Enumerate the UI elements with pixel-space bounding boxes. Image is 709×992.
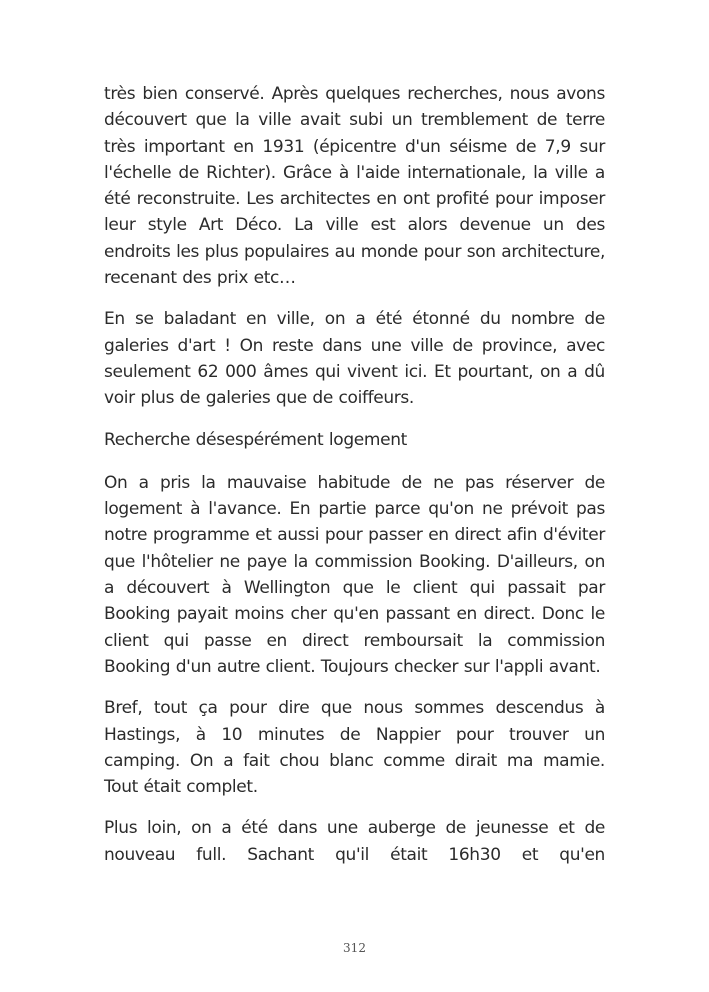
paragraph-youth-hostel: Plus loin, on a été dans une auberge de jeunesse et de nouveau full. Sachant qu'il était 16h30 et qu'en — [104, 818, 605, 865]
paragraph-hastings-camping: Bref, tout ça pour dire que nous sommes descendus à Hastings, à 10 minutes de Nappier pour trouver un camping. On a fait chou blanc comme dirait ma mamie. Tout était complet. — [104, 698, 605, 798]
section-heading: Recherche désespérément logement — [104, 429, 407, 450]
page-body — [104, 81, 605, 883]
paragraph-art-deco-history: très bien conservé. Après quelques recherches, nous avons découvert que la ville avait subi un tremblement de terre très important en 1931 (épicentre d'un séisme de 7,9 sur l'échelle de Richter). Grâce à l'aide internationale, la ville a été reconstruite. Les architectes en ont profité pour imposer leur style Art Déco. La ville est alors devenue un des endroits les plus populaires au monde pour son architecture, recenant des prix etc… — [104, 84, 605, 289]
paragraph-booking-habit: On a pris la mauvaise habitude de ne pas réserver de logement à l'avance. En partie parce qu'on ne prévoit pas notre programme et aussi pour passer en direct afin d'éviter que l'hôtelier ne paye la commission Booking. D'ailleurs, on a découvert à Wellington que le client qui passait par Booking payait moins cher qu'en passant en direct. Donc le client qui passe en direct remboursait la commission Booking d'un autre client. Toujours checker sur l'appli avant. — [104, 472, 605, 677]
paragraph-art-galleries: En se baladant en ville, on a été étonné du nombre de galeries d'art ! On reste dans une ville de province, avec seulement 62 000 âmes qui vivent ici. Et pourtant, on a dû voir plus de galeries que de coiffeurs. — [104, 309, 605, 409]
page-number: 312 — [343, 941, 366, 955]
